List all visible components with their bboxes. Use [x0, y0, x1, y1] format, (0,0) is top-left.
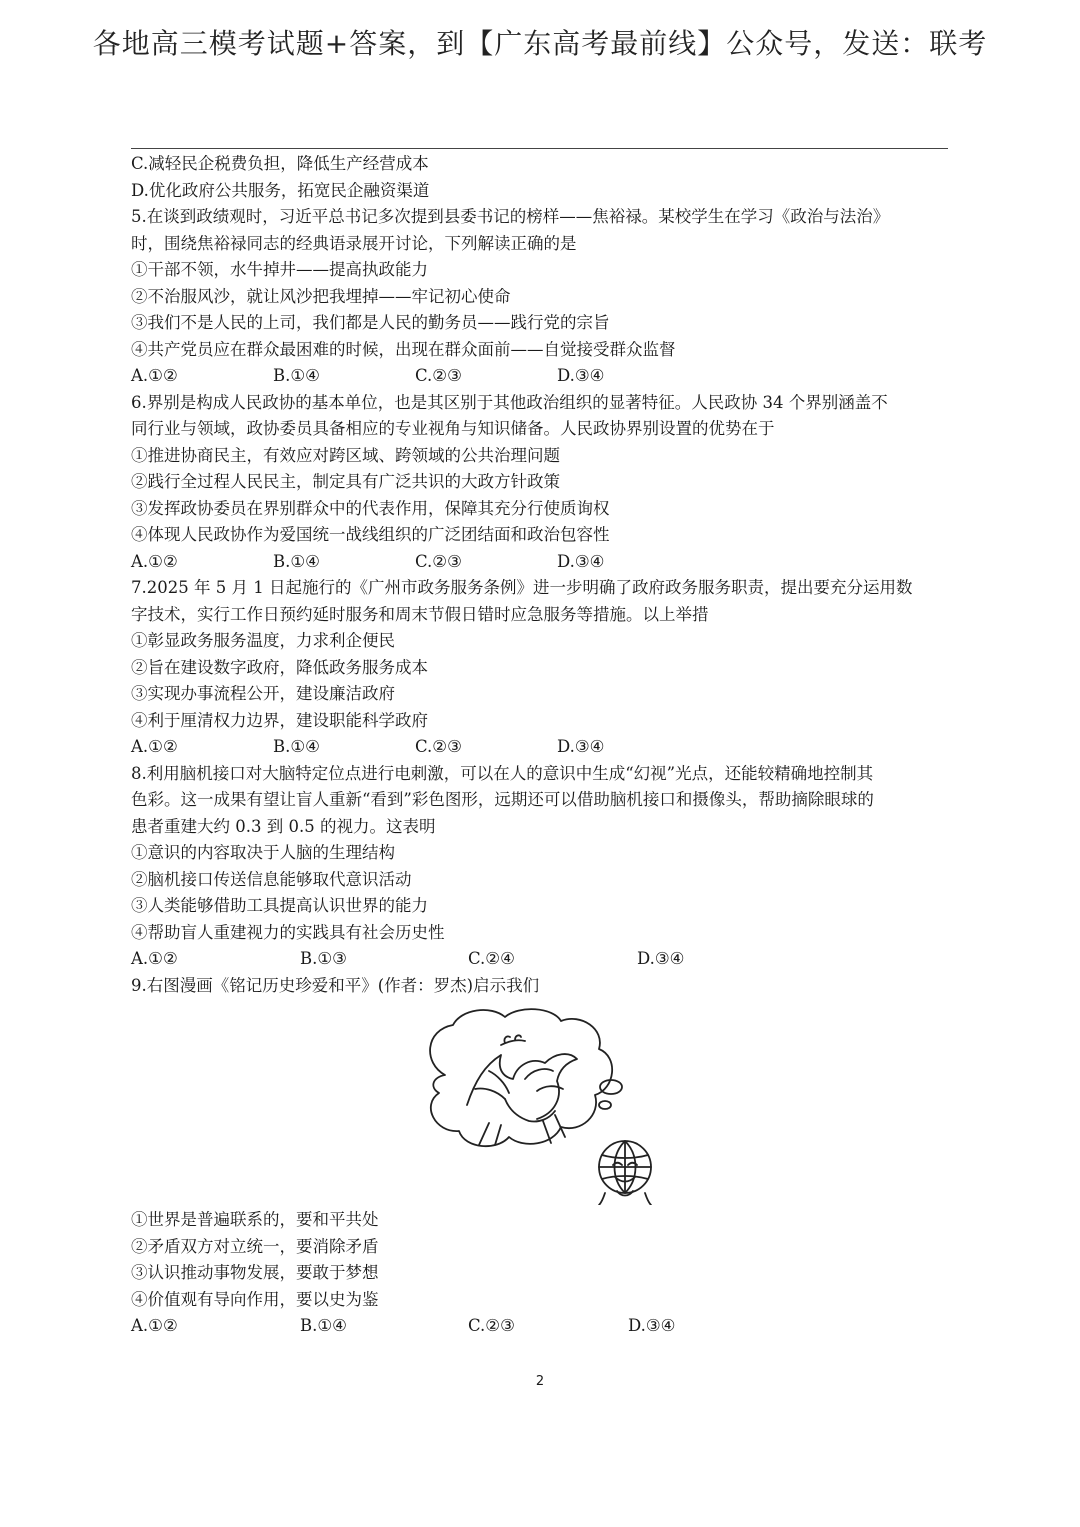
answer-options	[131, 734, 951, 761]
option-b: B.①④	[273, 551, 320, 571]
statement: ②旨在建设数字政府，降低政务服务成本	[131, 657, 428, 677]
statement: ①世界是普遍联系的，要和平共处	[131, 1210, 379, 1229]
question-stem: 时，围绕焦裕禄同志的经典语录展开讨论，下列解读正确的是	[131, 233, 577, 253]
option-d: D.③④	[557, 737, 605, 756]
option-d: D.③④	[557, 551, 605, 571]
statement: ④体现人民政协作为爱国统一战线组织的广泛团结面和政治包容性	[131, 525, 610, 544]
option-a: A.①②	[131, 551, 178, 571]
statement: ③认识推动事物发展，要敢于梦想	[131, 1263, 379, 1282]
option-b: B.①④	[273, 737, 320, 756]
option-line: C.减轻民企税费负担，降低生产经营成本	[131, 154, 429, 173]
statement: ③实现办事流程公开，建设廉洁政府	[131, 684, 395, 703]
option-c: C.②③	[415, 366, 462, 385]
question-stem: 色彩。这一成果有望让盲人重新“看到”彩色图形，远期还可以借助脑机接口和摄像头，帮助摘除眼球的	[131, 790, 874, 809]
statement: ①干部不领，水牛掉井——提高执政能力	[131, 260, 428, 279]
statement: ②脑机接口传送信息能够取代意识活动	[131, 869, 412, 889]
answer-options	[131, 549, 951, 576]
question-6	[131, 390, 951, 576]
option-a: A.①②	[131, 949, 178, 968]
question-stem: 8.利用脑机接口对大脑特定位点进行电刺激，可以在人的意识中生成“幻视”光点，还能较精确地控制其	[131, 763, 874, 783]
question-stem: 字技术，实行工作日预约延时服务和周末节假日错时应急服务等措施。以上举措	[131, 604, 709, 624]
question-stem: 5.在谈到政绩观时，习近平总书记多次提到县委书记的榜样——焦裕禄。某校学生在学习《政治与法治》	[131, 207, 890, 226]
statement: ②践行全过程人民民主，制定具有广泛共识的大政方针政策	[131, 472, 560, 491]
statement: ②矛盾双方对立统一，要消除矛盾	[131, 1236, 379, 1256]
question-stem: 7.2025 年 5 月 1 日起施行的《广州市政务服务条例》进一步明确了政府政务服务职责，提出要充分运用数	[131, 578, 913, 597]
question-5	[131, 204, 951, 390]
statement: ④价值观有导向作用，要以史为鉴	[131, 1289, 379, 1309]
question-block-main	[131, 151, 951, 999]
option-d: D.③④	[637, 949, 685, 968]
question-stem: 同行业与领域，政协委员具备相应的专业视角与知识储备。人民政协界别设置的优势在于	[131, 419, 775, 438]
header-rule	[131, 148, 948, 149]
statement: ③我们不是人民的上司，我们都是人民的勤务员——践行党的宗旨	[131, 313, 610, 332]
option-d: D.③④	[628, 1316, 676, 1335]
statement: ③发挥政协委员在界别群众中的代表作用，保障其充分行使质询权	[131, 498, 610, 518]
statement: ④共产党员应在群众最困难的时候，出现在群众面前——自觉接受群众监督	[131, 339, 676, 359]
option-b: B.①④	[300, 1316, 347, 1335]
statement: ④利于厘清权力边界，建设职能科学政府	[131, 710, 428, 730]
statement: ④帮助盲人重建视力的实践具有社会历史性	[131, 922, 445, 942]
statement: ①彰显政务服务温度，力求利企便民	[131, 631, 395, 650]
option-a: A.①②	[131, 737, 178, 756]
option-b: B.①④	[273, 366, 320, 385]
answer-options	[131, 363, 951, 390]
option-line: D.优化政府公共服务，拓宽民企融资渠道	[131, 180, 430, 200]
question-stem: 6.界别是构成人民政协的基本单位，也是其区别于其他政治组织的显著特征。人民政协 34 个界别涵盖不	[131, 392, 888, 412]
question-7	[131, 575, 951, 761]
option-c: C.②④	[468, 949, 515, 968]
option-c: C.②③	[468, 1316, 515, 1335]
option-a: A.①②	[131, 366, 178, 385]
answer-options	[131, 946, 951, 973]
promo-banner: 各地高三模考试题+答案，到【广东高考最前线】公众号，发送：联考	[92, 27, 988, 60]
option-a: A.①②	[131, 1316, 178, 1335]
page-number: 2	[535, 1374, 545, 1389]
statement: ②不治服风沙，就让风沙把我埋掉——牢记初心使命	[131, 286, 511, 306]
option-c: C.②③	[415, 737, 462, 756]
answer-options	[131, 1313, 951, 1340]
question-9	[131, 1207, 951, 1340]
question-stem: 患者重建大约 0.3 到 0.5 的视力。这表明	[131, 816, 436, 836]
peace-cartoon-image	[405, 1005, 685, 1205]
statement: ①推进协商民主，有效应对跨区域、跨领域的公共治理问题	[131, 445, 560, 465]
question-8	[131, 761, 951, 973]
option-d: D.③④	[557, 366, 605, 385]
statement: ③人类能够借助工具提高认识世界的能力	[131, 896, 428, 915]
statement: ①意识的内容取决于人脑的生理结构	[131, 843, 395, 862]
option-c: C.②③	[415, 551, 462, 571]
question-9-stem: 9.右图漫画《铭记历史珍爱和平》(作者：罗杰)启示我们	[131, 975, 540, 995]
option-b: B.①③	[300, 949, 347, 968]
